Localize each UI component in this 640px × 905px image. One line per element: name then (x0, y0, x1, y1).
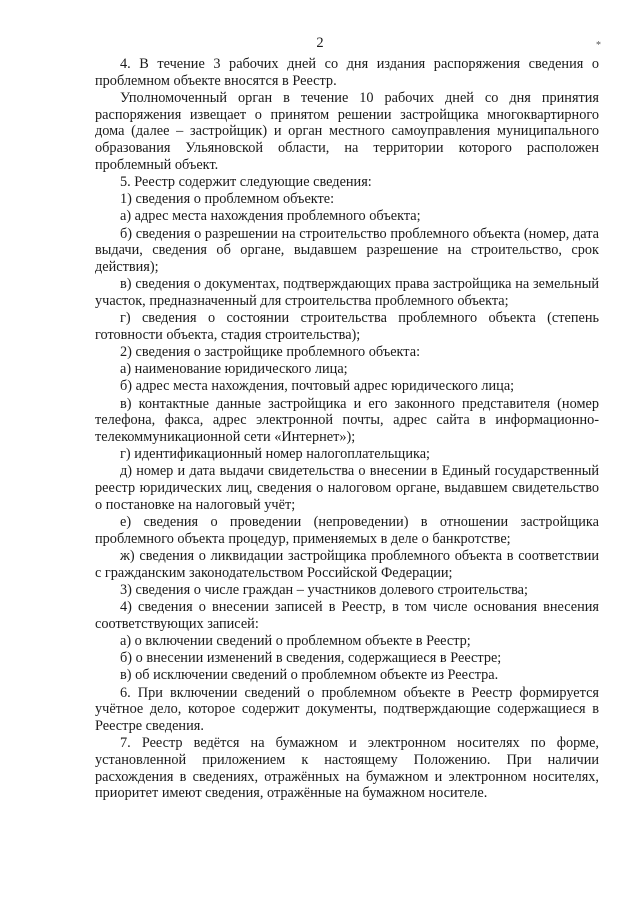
paragraph: а) о включении сведений о проблемном объекте в Реестр; (120, 632, 471, 649)
paragraph: 6. При включении сведений о проблемном объекте в Реестр формируется учётное дело, которое содержит документы, подтверждающие содержащиеся в Реестре сведения. (95, 684, 599, 734)
paragraph: б) о внесении изменений в сведения, содержащиеся в Реестре; (120, 650, 502, 667)
paragraph: 5. Реестр содержит следующие сведения: (120, 173, 372, 190)
paragraph: ж) сведения о ликвидации застройщика проблемного объекта в соответствии с гражданским законодательством Российской Федерации; (95, 547, 599, 581)
paragraph: а) адрес места нахождения проблемного объекта; (120, 208, 421, 225)
paragraph: е) сведения о проведении (непроведении) в отношении застройщика проблемного объекта процедур, применяемых в деле о банкротстве; (95, 513, 599, 547)
paragraph: в) сведения о документах, подтверждающих права застройщика на земельный участок, предназначенный для строительства проблемного объекта; (95, 276, 599, 309)
paragraph: 1) сведения о проблемном объекте: (120, 191, 335, 208)
paragraph: б) сведения о разрешении на строительство проблемного объекта (номер, дата выдачи, сведения об органе, выдавшем разрешение на строительство, срок действия); (95, 225, 599, 275)
paragraph: в) об исключении сведений о проблемном объекте из Реестра. (120, 667, 499, 684)
paragraph: д) номер и дата выдачи свидетельства о внесении в Единый государственный реестр юридических лиц, сведения о налоговом органе, выдавшем свидетельство о постановке на налоговый учёт; (95, 463, 599, 513)
paragraph: 3) сведения о числе граждан – участников долевого строительства; (120, 581, 528, 598)
paragraph: 4) сведения о внесении записей в Реестр, в том числе основания внесения соответствующих записей: (95, 599, 599, 632)
paragraph: а) наименование юридического лица; (120, 361, 348, 378)
paragraph: Уполномоченный орган в течение 10 рабочих дней со дня принятия распоряжения извещает о принятом решении застройщика многоквартирного дома (далее – застройщик) и орган местного самоуправления муниципального образования Ульяновской области, на территории которого расположен проблемный объект. (95, 89, 599, 173)
paragraph: г) сведения о состоянии строительства проблемного объекта (степень готовности объекта, стадия строительства); (95, 310, 599, 343)
paragraph: в) контактные данные застройщика и его законного представителя (номер телефона, факса, адрес электронной почты, адрес сайта в информационно-телекоммуникационной сети «Интернет»); (95, 395, 599, 445)
paragraph: 7. Реестр ведётся на бумажном и электронном носителях по форме, установленной приложением к настоящему Положению. При наличии расхождения в сведениях, отражённых на бумажном и электронном носителях, приоритет имеют сведения, отражённые на бумажном носителе. (95, 735, 599, 802)
paragraph: б) адрес места нахождения, почтовый адрес юридического лица; (120, 378, 515, 395)
paragraph: г) идентификационный номер налогоплательщика; (120, 446, 431, 463)
margin-mark: * (596, 40, 601, 51)
paragraph: 2) сведения о застройщике проблемного объекта: (120, 343, 421, 360)
document-body (95, 56, 599, 802)
page-number: 2 (316, 35, 324, 51)
paragraph: 4. В течение 3 рабочих дней со дня издания распоряжения сведения о проблемном объекте вносятся в Реестр. (95, 56, 599, 89)
